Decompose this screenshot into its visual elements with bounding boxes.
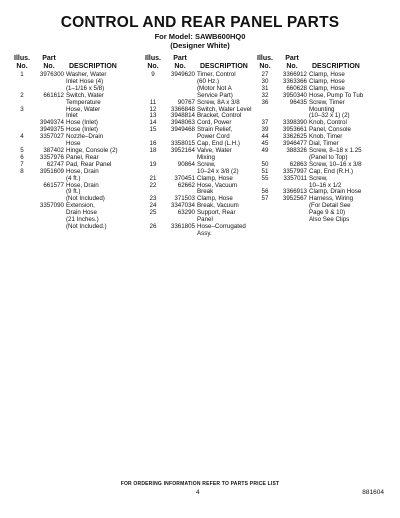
- part-description: Inlet Hose (4): [66, 77, 104, 85]
- illus-number: [12, 189, 32, 196]
- part-description: Screw, 8–18 x 1.25: [309, 146, 362, 154]
- illus-number: 25: [149, 209, 157, 217]
- part-number: 3946477: [282, 140, 307, 148]
- header-illus-no: Illus. No.: [145, 55, 161, 70]
- illus-number: 57: [261, 195, 269, 203]
- part-description: Hose: [66, 140, 81, 148]
- model-info: [0, 32, 400, 50]
- part-description: Dial, Timer: [309, 140, 339, 148]
- part-number: 96435: [289, 98, 307, 106]
- part-number: 3366913: [282, 188, 307, 196]
- part-number: [275, 203, 309, 210]
- illus-number: 12: [149, 105, 157, 113]
- illus-number: 23: [149, 195, 157, 203]
- column-header: [12, 55, 142, 72]
- illus-number: 30: [261, 77, 269, 85]
- part-description: Clamp, Hose: [197, 195, 233, 203]
- part-description: Break, Vacuum: [197, 202, 239, 210]
- illus-number: 26: [149, 222, 157, 230]
- illus-number: [12, 224, 32, 231]
- part-description: (Not Included.): [66, 222, 107, 230]
- part-description: (Not Included): [66, 195, 105, 203]
- header-description: DESCRIPTION: [69, 63, 117, 70]
- part-description: Panel, Rear: [66, 153, 99, 161]
- part-number: 62662: [177, 181, 195, 189]
- part-description: Page 9 & 10): [309, 209, 346, 217]
- illus-number: 7: [20, 160, 24, 168]
- part-number: [275, 107, 309, 114]
- part-description: Temperature: [66, 98, 101, 106]
- illus-number: 50: [261, 160, 269, 168]
- illus-number: 9: [151, 71, 155, 78]
- part-description: Clamp, Hose: [309, 77, 345, 85]
- parts-column-1: [12, 55, 142, 231]
- part-description: Knob, Timer: [309, 133, 343, 141]
- part-description: (For Detail See: [309, 202, 351, 210]
- illus-number: [255, 203, 275, 210]
- model-line: For Model: SAWB600HQ0: [154, 32, 246, 41]
- parts-column-2: [143, 55, 253, 238]
- part-number: 3952164: [170, 146, 195, 154]
- part-number: 3948814: [170, 112, 195, 120]
- header-part-no: Part No.: [285, 55, 299, 70]
- part-description: Hose–Corrugated: [197, 222, 246, 230]
- header-part-no: Part No.: [42, 55, 56, 70]
- part-number: 62747: [46, 160, 64, 168]
- part-number: 3398390: [282, 119, 307, 127]
- illus-number: 11: [149, 98, 157, 106]
- part-description: Screw,: [309, 174, 328, 182]
- part-number: 3361805: [170, 222, 195, 230]
- part-number: 3953661: [282, 126, 307, 134]
- part-number: 90767: [177, 98, 195, 106]
- illus-number: [12, 210, 32, 217]
- part-number: [32, 217, 66, 224]
- part-description: (Panel to Top): [309, 153, 348, 161]
- illus-number: 39: [261, 126, 269, 134]
- part-description: Drain Hose: [66, 209, 97, 217]
- part-number: 3357027: [39, 133, 64, 141]
- part-number: [275, 217, 309, 224]
- illus-number: 8: [20, 167, 24, 175]
- illus-number: 2: [20, 91, 24, 99]
- illus-number: [12, 196, 32, 203]
- part-description: Extension,: [66, 202, 95, 210]
- part-description: Assy.: [197, 229, 212, 237]
- part-description: Screw,: [197, 160, 216, 168]
- part-description: Nozzle–Drain: [66, 133, 104, 141]
- part-description: (4 ft.): [66, 174, 81, 182]
- part-number: 3357090: [39, 202, 64, 210]
- part-number: 3363366: [282, 77, 307, 85]
- part-description: Service Part): [197, 91, 233, 99]
- page-number: 4: [196, 489, 200, 496]
- part-number: [163, 79, 197, 86]
- part-number: 3976300: [39, 71, 64, 78]
- part-description: Cord, Power: [197, 119, 232, 127]
- part-description: Hose, Drain: [66, 181, 99, 189]
- column-header: [255, 55, 395, 72]
- part-number: 661577: [43, 181, 64, 189]
- illus-number: [143, 79, 163, 86]
- part-description: Inlet: [66, 112, 78, 120]
- part-number: 3347034: [170, 202, 195, 210]
- part-number: 63290: [177, 209, 195, 217]
- part-description: Screw, 10–16 x 3/8: [309, 160, 362, 168]
- illus-number: 1: [20, 71, 24, 78]
- part-description: Hose, Vacuum: [197, 181, 238, 189]
- illus-number: 27: [261, 71, 269, 78]
- part-description: Panel: [197, 216, 213, 224]
- illus-number: 15: [149, 126, 157, 134]
- part-description: Valve, Water: [197, 146, 232, 154]
- part-description: Pad, Rear Panel: [66, 160, 112, 168]
- part-description: Harness, Wiring: [309, 195, 354, 203]
- part-number: 3362625: [282, 133, 307, 141]
- illus-number: 16: [149, 140, 157, 148]
- parts-column-3: [255, 55, 395, 224]
- illus-number: [255, 210, 275, 217]
- illus-number: 19: [149, 160, 157, 168]
- part-description: Clamp, Hose: [309, 84, 345, 92]
- illus-number: 5: [20, 146, 24, 154]
- part-number: 660628: [286, 84, 307, 92]
- part-number: 370451: [174, 174, 195, 182]
- illus-number: [12, 183, 32, 190]
- part-number: 3949374: [39, 119, 64, 127]
- illus-number: 37: [261, 119, 269, 127]
- part-description: Washer, Water: [66, 71, 107, 78]
- parts-row: [143, 231, 253, 238]
- part-description: Clamp, Hose: [309, 71, 345, 78]
- part-description: Timer, Control: [197, 71, 236, 78]
- part-description: Switch, Water Level: [197, 105, 252, 113]
- ordering-footer: FOR ORDERING INFORMATION REFER TO PARTS PRICE LIST: [120, 481, 280, 487]
- part-number: [32, 79, 66, 86]
- part-description: Mixing: [197, 153, 215, 161]
- parts-row: [255, 217, 395, 224]
- part-number: 62863: [289, 160, 307, 168]
- illus-number: [12, 113, 32, 120]
- illus-number: 45: [261, 140, 269, 148]
- part-description: Switch, Water: [66, 91, 104, 99]
- part-description: Panel, Console: [309, 126, 351, 134]
- part-number: 3952567: [282, 195, 307, 203]
- part-description: 10–24 x 3/8 (2): [197, 167, 239, 175]
- part-description: (10–32 x 1) (2): [309, 112, 350, 120]
- illus-number: [12, 120, 32, 127]
- document-number: 881604: [362, 489, 384, 496]
- part-description: Hose, Drain: [66, 167, 99, 175]
- part-description: Hose (Inlet): [66, 126, 98, 134]
- part-number: [32, 107, 66, 114]
- illus-number: [143, 231, 163, 238]
- illus-number: 3: [20, 105, 24, 113]
- model-note: (Designer White): [170, 41, 230, 50]
- illus-number: [12, 176, 32, 183]
- part-description: Screw, Timer: [309, 98, 345, 106]
- part-number: 661612: [43, 91, 64, 99]
- header-illus-no: Illus. No.: [257, 55, 273, 70]
- part-number: [32, 100, 66, 107]
- part-description: Mounting: [309, 105, 335, 113]
- part-description: Cap, End (L.H.): [197, 140, 240, 148]
- part-description: Hinge, Console (2): [66, 146, 118, 154]
- part-description: Support, Rear: [197, 209, 236, 217]
- part-number: 3366848: [170, 105, 195, 113]
- part-number: 3949375: [39, 126, 64, 134]
- part-number: [163, 86, 197, 93]
- part-description: Bracket, Control: [197, 112, 242, 120]
- part-description: Strain Relief,: [197, 126, 233, 134]
- part-description: Also See Clips: [309, 216, 350, 224]
- part-number: [32, 210, 66, 217]
- header-description: DESCRIPTION: [200, 63, 248, 70]
- illus-number: 6: [20, 153, 24, 161]
- part-number: 3358015: [170, 140, 195, 148]
- illus-number: 14: [149, 119, 157, 127]
- part-number: [275, 210, 309, 217]
- part-number: 90864: [177, 160, 195, 168]
- illus-number: [255, 217, 275, 224]
- illus-number: 4: [20, 133, 24, 141]
- illus-number: 24: [149, 202, 157, 210]
- part-number: 3949468: [170, 126, 195, 134]
- illus-number: [12, 203, 32, 210]
- illus-number: 56: [261, 188, 269, 196]
- part-number: 3948063: [170, 119, 195, 127]
- parts-row: [12, 224, 142, 231]
- part-description: (1–1/16 x 5/8): [66, 84, 105, 92]
- illus-number: 55: [261, 174, 269, 182]
- illus-number: 22: [149, 181, 157, 189]
- illus-number: [12, 217, 32, 224]
- part-number: 3950340: [282, 91, 307, 99]
- part-description: (21 Inches.): [66, 216, 99, 224]
- part-number: [163, 231, 197, 238]
- illus-number: [255, 107, 275, 114]
- part-description: (60 Hz.): [197, 77, 220, 85]
- illus-number: 13: [149, 112, 157, 120]
- part-number: [32, 224, 66, 231]
- part-number: 3951609: [39, 167, 64, 175]
- illus-number: [143, 86, 163, 93]
- part-description: Break: [197, 188, 214, 196]
- header-description: DESCRIPTION: [312, 63, 360, 70]
- part-number: 387402: [43, 146, 64, 154]
- part-description: Cap, End (R.H.): [309, 167, 354, 175]
- illus-number: [12, 79, 32, 86]
- part-description: (Motor Not A: [197, 84, 232, 92]
- illus-number: 18: [149, 146, 157, 154]
- part-description: Clamp, Hose: [197, 174, 233, 182]
- part-number: 388326: [286, 146, 307, 154]
- illus-number: 36: [261, 98, 269, 106]
- illus-number: 32: [261, 91, 269, 99]
- part-description: Hose, Pump To Tub: [309, 91, 364, 99]
- part-description: Knob, Control: [309, 119, 347, 127]
- page-title: CONTROL AND REAR PANEL PARTS: [60, 14, 340, 31]
- part-number: 371503: [174, 195, 195, 203]
- illus-number: 51: [261, 167, 269, 175]
- header-illus-no: Illus. No.: [14, 55, 30, 70]
- illus-number: 31: [261, 84, 269, 92]
- part-description: Clamp, Drain Hose: [309, 188, 362, 196]
- part-description: Power Cord: [197, 133, 230, 141]
- illus-number: 21: [149, 174, 157, 182]
- part-number: 3949620: [170, 71, 195, 78]
- header-part-no: Part No.: [173, 55, 187, 70]
- part-number: 3366912: [282, 71, 307, 78]
- part-description: (9 ft.): [66, 188, 81, 196]
- part-number: 3357011: [283, 174, 307, 182]
- part-number: 3357997: [282, 167, 307, 175]
- part-number: [32, 189, 66, 196]
- part-description: Screw, 8A x 3/8: [197, 98, 240, 106]
- part-description: Hose (Inlet): [66, 119, 98, 127]
- column-header: [143, 55, 253, 72]
- part-number: 3357976: [39, 153, 64, 161]
- illus-number: 44: [261, 133, 269, 141]
- part-description: Hose, Water: [66, 105, 101, 113]
- part-description: 10–16 x 1/2: [309, 181, 342, 189]
- illus-number: 49: [261, 146, 269, 154]
